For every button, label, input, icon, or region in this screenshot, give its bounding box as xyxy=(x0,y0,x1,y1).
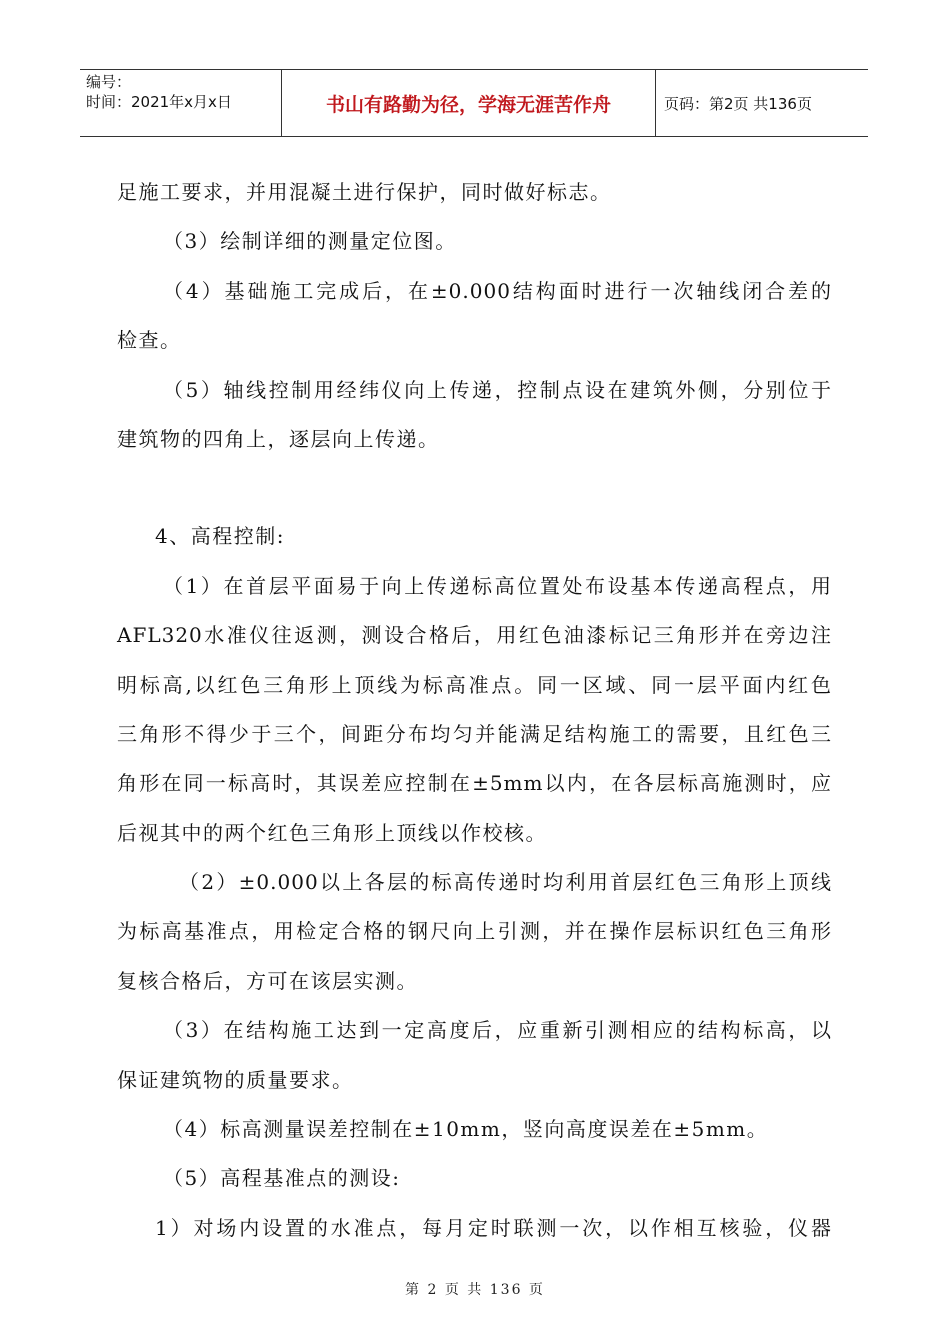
text-line: 1）对场内设置的水准点，每月定时联测一次，以作相互核验，仪器 xyxy=(155,1215,832,1240)
text-line: （4）基础施工完成后，在±0.000结构面时进行一次轴线闭合差的 xyxy=(163,278,832,303)
text-line: 角形在同一标高时，其误差应控制在±5mm以内，在各层标高施测时，应 xyxy=(117,771,832,796)
text-line: （3）在结构施工达到一定高度后，应重新引测相应的结构标高，以 xyxy=(163,1018,832,1043)
document-body xyxy=(117,174,832,1259)
text-line: 明标高,以红色三角形上顶线为标高准点。同一区域、同一层平面内红色 xyxy=(117,672,832,697)
text-line: 三角形不得少于三个，间距分布均匀并能满足结构施工的需要，且红色三 xyxy=(117,721,832,746)
text-line: 建筑物的四角上，逐层向上传递。 xyxy=(117,426,440,451)
text-line: 后视其中的两个红色三角形上顶线以作校核。 xyxy=(117,820,547,845)
text-line: 复核合格后，方可在该层实测。 xyxy=(117,968,418,993)
header-meta xyxy=(80,70,282,136)
text-line: （5）高程基准点的测设: xyxy=(163,1166,401,1191)
page-header xyxy=(80,69,868,137)
text-line: 检查。 xyxy=(117,328,182,353)
page-footer: 第 2 页 共 136 页 xyxy=(405,1282,545,1298)
number-label: 编号： xyxy=(86,73,132,91)
header-page-info: 页码：第2页 共136页 xyxy=(664,94,812,113)
section-heading: 4、高程控制: xyxy=(155,524,285,549)
text-line: （1）在首层平面易于向上传递标高位置处布设基本传递高程点，用 xyxy=(163,573,832,598)
text-line: 为标高基准点，用检定合格的钢尺向上引测，并在操作层标识红色三角形 xyxy=(117,919,832,944)
text-line: （5）轴线控制用经纬仪向上传递，控制点设在建筑外侧，分别位于 xyxy=(163,377,832,402)
text-line: （3）绘制详细的测量定位图。 xyxy=(163,229,457,254)
text-line: 足施工要求，并用混凝土进行保护，同时做好标志。 xyxy=(117,180,612,204)
time-label: 时间：2021年x月x日 xyxy=(86,93,232,111)
paragraph-gap xyxy=(117,470,832,518)
text-line: （4）标高测量误差控制在±10mm，竖向高度误差在±5mm。 xyxy=(163,1117,769,1142)
text-line: AFL320水准仪往返测，测设合格后，用红色油漆标记三角形并在旁边注 xyxy=(117,623,832,648)
text-line: （2）±0.000以上各层的标高传递时均利用首层红色三角形上顶线 xyxy=(179,870,832,895)
text-line: 保证建筑物的质量要求。 xyxy=(117,1067,354,1092)
header-motto: 书山有路勤为径，学海无涯苦作舟 xyxy=(282,70,656,136)
